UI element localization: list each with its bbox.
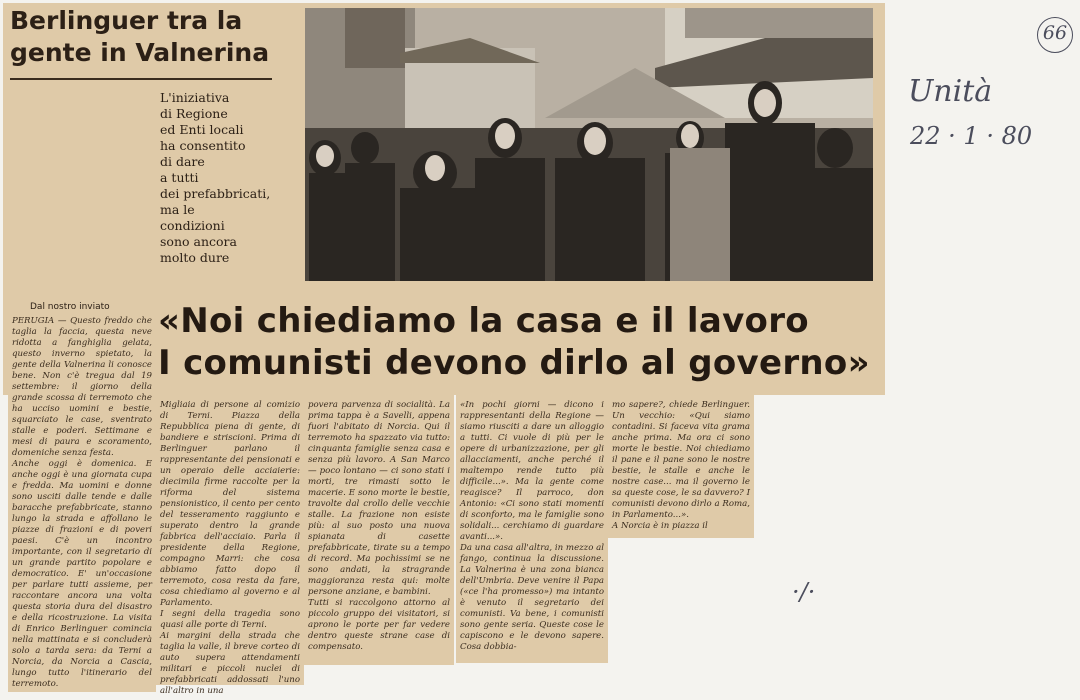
subheadline-line: ma le — [160, 202, 195, 217]
page-number: 66 — [1042, 22, 1068, 44]
subheadline-line: a tutti — [160, 170, 199, 185]
subheadline-line: ha consentito — [160, 138, 246, 153]
crowd-photo — [305, 8, 873, 281]
source-newspaper: Unità — [908, 74, 993, 109]
subheadline-line: ed Enti locali — [160, 122, 244, 137]
article-column-1: PERUGIA — Questo freddo che taglia la faccia, questa neve ridotta a fanghiglia gelata, questo inverno spietato, la gente della Valnerina li conosce bene. Non c'è tregua dal 19 settembre: il giorno della grande scossa di terremoto che ha ucciso uomini e bestie, squarciato le case, sventrato stalle e poderi. Settimane e mesi di paura e scoramento, domeniche senza festa. Anche oggi è domenica. E anche oggi è una giornata cupa e fredda. Ma uomini e donne sono usciti dalle tende e dalle baracche prefabbricate, stanno lungo la strada e affollano le piazze di frazioni e di poveri paesi. C'è un incontro importante, con il segretario di un grande partito popolare e democratico. E' un'occasione per parlare tutti assieme, per raccontare ancora una volta questa storia dura del disastro e della ricostruzione. La visita di Enrico Berlinguer comincia nella mattinata e si concluderà solo a tarda sera: da Terni a Norcia, da Norcia a Cascia, lungo tutto l'itinerario del terremoto. — [12, 316, 152, 689]
article-column-2: Migliaia di persone al comizio di Terni. Piazza della Repubblica piena di gente, di bandiere e striscioni. Prima di Berlinguer parlano il rappresentante dei pensionati e un operaio delle acciaierie: diecimila firme raccolte per la riforma del sistema pensionistico, il cento per cento del tesseramento raggiunto e superato dentro la grande fabbrica dell'acciaio. Parla il presidente della Regione, compagno Marri: che cosa abbiamo fatto dopo il terremoto, cosa resta da fare, cosa chiediamo al governo e al Parlamento. I segni della tragedia sono quasi alle porte di Terni. Ai margini della strada che taglia la valle, il breve corteo di auto supera attendamenti militari e piccoli nuclei di prefabbricati addossati l'uno all'altro in una — [160, 400, 300, 696]
subheadline-line: di Regione — [160, 106, 228, 121]
subheadline-line: di dare — [160, 154, 205, 169]
article-column-3: povera parvenza di socialità. La prima tappa è a Savelli, appena fuori l'abitato di Norcia. Qui il terremoto ha spazzato via tutto: cinquanta famiglie senza casa e senza più lavoro. A San Marco — poco lontano — ci sono stati i morti, tre rimasti sotto le macerie. E sono morte le bestie, travolte dal crollo delle vecchie stalle. La frazione non esiste più: al suo posto una nuova spianata di casette prefabbricate, tirate su a tempo di record. Ma pochissimi se ne sono andati, la stragrande maggioranza resta qui: molte persone anziane, e bambini. Tutti si raccolgono attorno al piccolo gruppo dei visitatori, si aprono le porte per far vedere dentro queste strane case di compensato. — [308, 400, 450, 652]
headline-rule — [10, 78, 272, 80]
subheadline-line: L'iniziativa — [160, 90, 230, 105]
subheadline — [160, 90, 300, 266]
subheadline-line: dei prefabbricati, — [160, 186, 271, 201]
article-column-4: «In pochi giorni — dicono i rappresentanti della Regione — siamo riusciti a dare un alloggio a tutti. Ci vuole di più per le opere di urbanizzazione, per gli allacciamenti, anche perché il maltempo rende tutto più difficile...». Ma la gente come reagisce? Il parroco, don Antonio: «Ci sono stati momenti di sconforto, ma le famiglie sono solidali... cerchiamo di guardare avanti...». Da una casa all'altra, in mezzo al fango, continua la discussione. La Valnerina è una zona bianca dell'Umbria. Deve venire il Papa («ce l'ha promesso») ma intanto è venuto il segretario dei comunisti. Va bene, i comunisti sono gente seria. Queste cose le capiscono e le devono sapere. Cosa dobbia- — [460, 400, 604, 652]
section-headline: Berlinguer tra la gente in Valnerina — [10, 6, 270, 67]
main-headline: «Noi chiediamo la casa e il lavoro I comunisti devono dirlo al governo» — [158, 301, 870, 383]
handwritten-mark: ·/· — [792, 578, 816, 606]
subheadline-line: molto dure — [160, 250, 230, 265]
subheadline-line: condizioni — [160, 218, 225, 233]
byline: Dal nostro inviato — [30, 302, 110, 312]
article-column-5: mo sapere?, chiede Berlinguer. Un vecchio: «Qui siamo contadini. Si faceva vita grama anche prima. Ma ora ci sono morte le bestie. Noi chiediamo il pane e il pane sono le nostre bestie, le stalle e anche le nostre case... ma il governo le sa queste cose, le sa davvero? I comunisti devono dirlo a Roma, in Parlamento...». A Norcia è in piazza il — [612, 400, 750, 531]
source-date: 22 · 1 · 80 — [910, 122, 1033, 150]
news-photo — [305, 8, 873, 281]
subheadline-line: sono ancora — [160, 234, 237, 249]
